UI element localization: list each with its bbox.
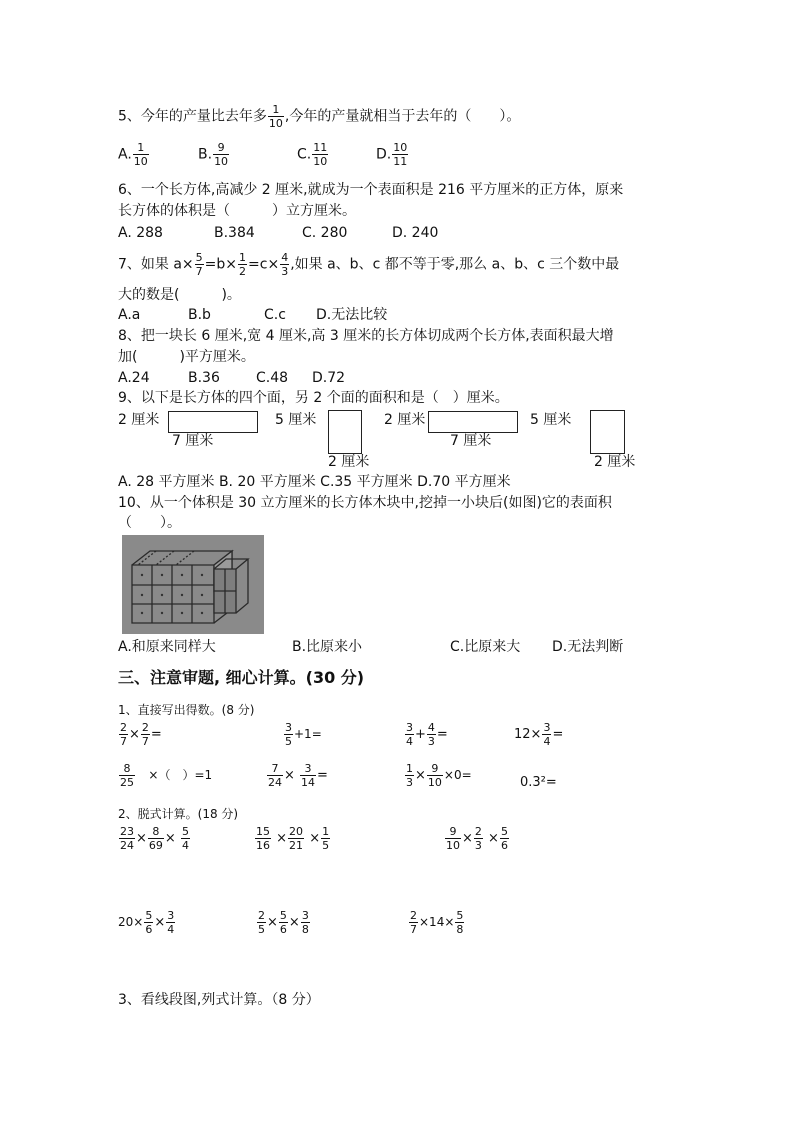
fraction: $\frac{15}{16}$: [256, 825, 270, 852]
fraction: $\frac{1}{3}$: [406, 762, 413, 789]
q8-option-a[interactable]: A.24: [118, 370, 150, 386]
fraction: $\frac{7}{24}$: [268, 762, 282, 789]
fraction: $\frac{5}{8}$: [456, 909, 464, 936]
fraction: $\frac{3}{4}$: [543, 721, 551, 748]
fraction: $\frac{2}{3}$: [474, 825, 482, 852]
q7-stem: 7、如果 a× $\frac{5}{7}$ =b× $\frac{1}{2}$ =c× $\frac{4}{3}$ ,如果 a、b、c 都不等于零,那么 a、b、c 三个数中最: [118, 251, 620, 278]
fraction: $\frac{8}{69}$: [148, 825, 163, 852]
fraction: $\frac{2}{7}$: [120, 721, 127, 748]
q9-options[interactable]: A. 28 平方厘米 B. 20 平方厘米 C.35 平方厘米 D.70 平方厘米: [118, 474, 511, 490]
q9-face1-height: 2 厘米: [118, 412, 160, 428]
calc-item[interactable]: $\frac{3}{5}$ +1=: [285, 721, 322, 748]
q8-line1: 8、把一块长 6 厘米,宽 4 厘米,高 3 厘米的长方体切成两个长方体,表面积最大增: [118, 328, 614, 344]
section3-sub1: 1、直接写出得数。(8 分): [118, 703, 255, 717]
section3-sub3: 3、看线段图,列式计算。（8 分）: [118, 992, 320, 1008]
fraction: $\frac{5}{6}$: [279, 909, 287, 936]
fraction: $\frac{11}{10}$: [313, 141, 328, 168]
calc-item[interactable]: $\frac{1}{3}$ × $\frac{9}{10}$ ×0=: [406, 762, 472, 789]
calc-item[interactable]: $\frac{2}{7}$ × $\frac{2}{7}$ =: [120, 721, 162, 748]
fraction: $\frac{20}{21}$: [289, 825, 304, 852]
section3-sub2: 2、脱式计算。(18 分): [118, 807, 239, 821]
q9-face3-height: 2 厘米: [384, 412, 426, 428]
q9-face1-length: 7 厘米: [172, 433, 214, 449]
q10-line1: 10、从一个体积是 30 立方厘米的长方体木块中,挖掉一小块后(如图)它的表面积: [118, 495, 612, 511]
fraction: $\frac{3}{4}$: [406, 721, 413, 748]
q7-option-b[interactable]: B.b: [188, 307, 211, 323]
q5-stem: [118, 104, 520, 129]
q6-option-d[interactable]: D. 240: [392, 225, 439, 241]
q6-option-a[interactable]: A. 288: [118, 225, 163, 241]
fraction: $\frac{9}{10}$: [427, 762, 442, 789]
q5-prefix: 5、今年的产量比去年多: [118, 108, 267, 125]
q6-line2: 长方体的体积是（ ）立方厘米。: [118, 203, 356, 219]
q9-face4-length: 2 厘米: [594, 454, 636, 470]
q9-face3-length: 7 厘米: [450, 433, 492, 449]
calc-item[interactable]: $\frac{23}{24}$ × $\frac{8}{69}$ × $\frac{5}{4}$: [120, 825, 189, 852]
fraction: $\frac{3}{5}$: [285, 721, 292, 748]
calc-item[interactable]: 20× $\frac{5}{6}$ × $\frac{3}{4}$: [118, 909, 175, 936]
fraction: $\frac{1}{2}$: [239, 251, 247, 278]
fraction: $\frac{3}{14}$: [301, 762, 316, 789]
section3-title: 三、注意审题, 细心计算。(30 分): [118, 668, 365, 687]
q10-option-a[interactable]: A.和原来同样大: [118, 639, 216, 655]
q5-option-c[interactable]: C. $\frac{11}{10}$: [297, 141, 328, 168]
q8-line2: 加( )平方厘米。: [118, 349, 255, 365]
calc-item[interactable]: $\frac{2}{5}$ × $\frac{5}{6}$ × $\frac{3}{8}$: [258, 909, 309, 936]
calc-item[interactable]: $\frac{15}{16}$ × $\frac{20}{21}$ × $\frac{1}{5}$: [256, 825, 330, 852]
q7-option-a[interactable]: A.a: [118, 307, 141, 323]
calc-item[interactable]: $\frac{8}{25}$ ×（ ）=1: [120, 762, 213, 789]
q8-option-d[interactable]: D.72: [312, 370, 346, 386]
calc-item[interactable]: $\frac{7}{24}$ × $\frac{3}{14}$ =: [268, 762, 328, 789]
fraction: $\frac{5}{6}$: [145, 909, 153, 936]
fraction: $\frac{10}{11}$: [393, 141, 408, 168]
q6-option-b[interactable]: B.384: [214, 225, 255, 241]
fraction: $\frac{8}{25}$: [120, 762, 134, 789]
q7-option-d[interactable]: D.无法比较: [316, 307, 388, 323]
q9-face3-rect: [428, 411, 518, 433]
q9-face4-height: 5 厘米: [530, 412, 572, 428]
fraction: $\frac{1}{10}$: [268, 103, 283, 130]
fraction: $\frac{3}{8}$: [301, 909, 309, 936]
fraction: $\frac{4}{3}$: [281, 251, 289, 278]
q9-face2-length: 2 厘米: [328, 454, 370, 470]
q9-face2-rect: [328, 410, 362, 454]
q5-suffix: ,今年的产量就相当于去年的（ ）。: [284, 108, 521, 125]
q6-option-c[interactable]: C. 280: [302, 225, 348, 241]
fraction: $\frac{5}{6}$: [500, 825, 508, 852]
q10-option-d[interactable]: D.无法判断: [552, 639, 624, 655]
fraction: $\frac{1}{10}$: [133, 141, 148, 168]
q10-block-figure: [122, 535, 264, 634]
q8-option-b[interactable]: B.36: [188, 370, 220, 386]
q10-option-c[interactable]: C.比原来大: [450, 639, 521, 655]
q10-line2: （ ）。: [118, 515, 181, 531]
fraction: $\frac{4}{3}$: [427, 721, 435, 748]
fraction: $\frac{2}{5}$: [258, 909, 265, 936]
fraction: $\frac{9}{10}$: [446, 825, 460, 852]
fraction: $\frac{5}{4}$: [181, 825, 189, 852]
q5-option-b[interactable]: B. $\frac{9}{10}$: [198, 141, 229, 168]
fraction: $\frac{23}{24}$: [120, 825, 134, 852]
calc-item[interactable]: $\frac{2}{7}$ ×14× $\frac{5}{8}$: [410, 909, 464, 936]
q9-face2-height: 5 厘米: [275, 412, 317, 428]
q9-face4-rect: [590, 410, 625, 454]
fraction: $\frac{2}{7}$: [141, 721, 149, 748]
calc-item[interactable]: $\frac{3}{4}$ + $\frac{4}{3}$ =: [406, 721, 448, 748]
q9-line1: 9、以下是长方体的四个面，另 2 个面的面积和是（ ）厘米。: [118, 390, 509, 406]
q5-option-a[interactable]: A. $\frac{1}{10}$: [118, 141, 148, 168]
q7-option-c[interactable]: C.c: [264, 307, 286, 323]
q7-line2: 大的数是( )。: [118, 287, 241, 303]
q6-line1: 6、一个长方体,高减少 2 厘米,就成为一个表面积是 216 平方厘米的正方体，原来: [118, 182, 624, 198]
fraction: $\frac{5}{7}$: [195, 251, 203, 278]
q9-face1-rect: [168, 411, 258, 433]
q10-option-b[interactable]: B.比原来小: [292, 639, 363, 655]
calc-item[interactable]: 12× $\frac{3}{4}$ =: [514, 721, 564, 748]
calc-item[interactable]: $\frac{9}{10}$ × $\frac{2}{3}$ × $\frac{5}{6}$: [446, 825, 508, 852]
fraction: $\frac{3}{4}$: [167, 909, 175, 936]
fraction: $\frac{1}{5}$: [322, 825, 330, 852]
q8-option-c[interactable]: C.48: [256, 370, 289, 386]
q5-option-d[interactable]: D. $\frac{10}{11}$: [376, 141, 408, 168]
calc-item[interactable]: 0.3²=: [520, 775, 557, 790]
fraction: $\frac{9}{10}$: [214, 141, 229, 168]
fraction: $\frac{2}{7}$: [410, 909, 417, 936]
